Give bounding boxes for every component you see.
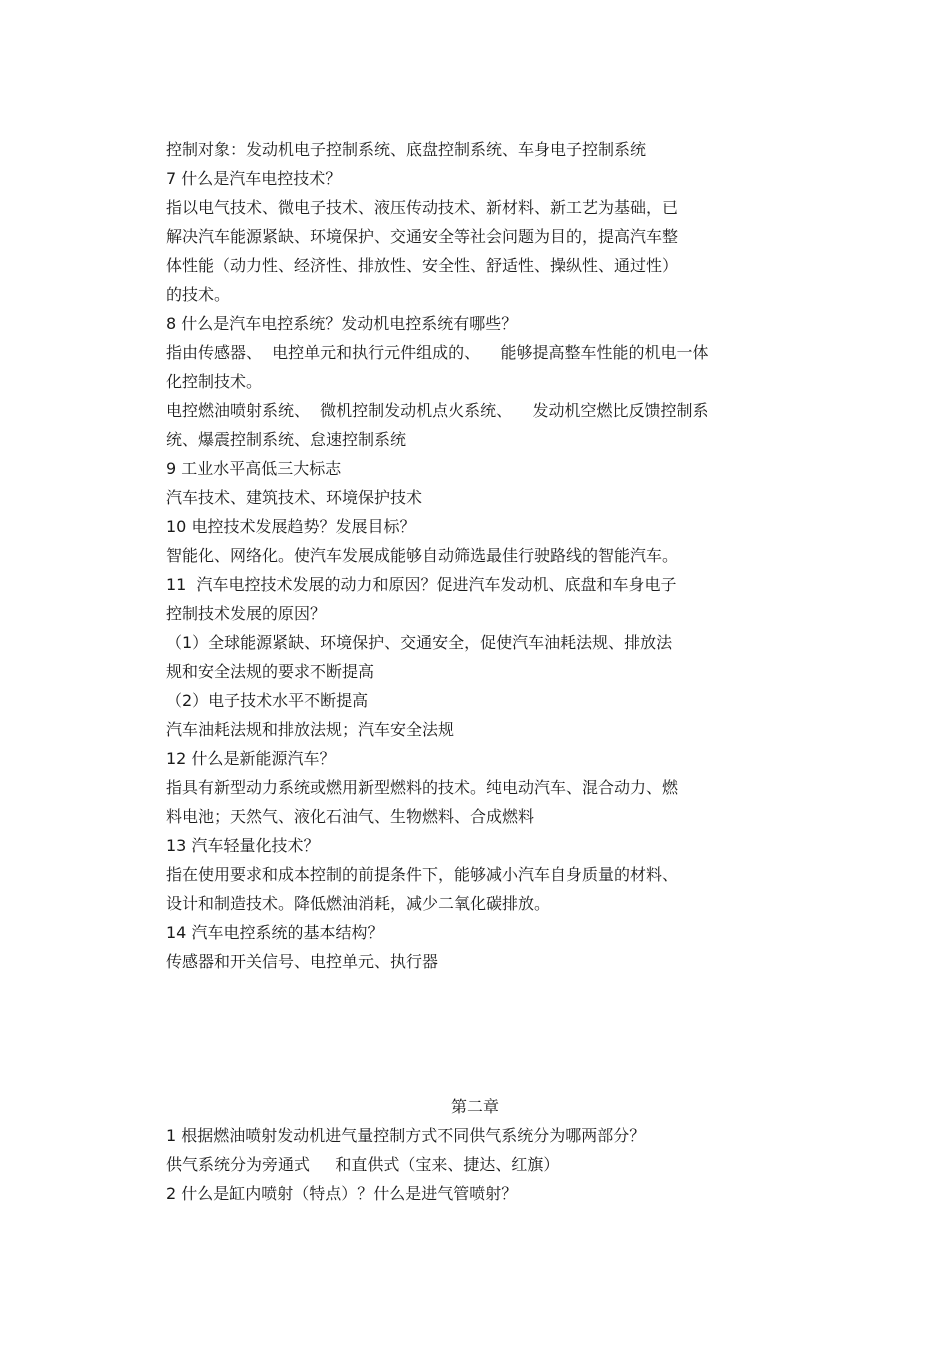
text-line: 控制对象：发动机电子控制系统、底盘控制系统、车身电子控制系统 [166, 140, 647, 159]
question-line: 8 什么是汽车电控系统？发动机电控系统有哪些？ [166, 314, 518, 333]
text-line: 智能化、网络化。使汽车发展成能够自动筛选最佳行驶路线的智能汽车。 [166, 546, 679, 565]
text-line: 控制技术发展的原因？ [166, 604, 327, 623]
text-line: 指在使用要求和成本控制的前提条件下，能够减小汽车自身质量的材料、 [166, 865, 679, 884]
question-line: 7 什么是汽车电控技术？ [166, 169, 342, 188]
text-line: （1）全球能源紧缺、环境保护、交通安全，促使汽车油耗法规、排放法 [166, 633, 673, 652]
text-line: 化控制技术。 [166, 372, 263, 391]
chapter-title: 第二章 [450, 1097, 499, 1116]
question-line: 10 电控技术发展趋势？发展目标？ [166, 517, 416, 536]
text-line: 汽车油耗法规和排放法规；汽车安全法规 [166, 720, 455, 739]
question-line: 1 根据燃油喷射发动机进气量控制方式不同供气系统分为哪两部分？ [166, 1126, 646, 1145]
question-line: 2 什么是缸内喷射（特点）？什么是进气管喷射？ [166, 1184, 518, 1203]
text-line: 汽车技术、建筑技术、环境保护技术 [166, 488, 423, 507]
question-line: 14 汽车电控系统的基本结构？ [166, 923, 384, 942]
text-line: 设计和制造技术。降低燃油消耗，减少二氧化碳排放。 [166, 894, 551, 913]
text-line: 解决汽车能源紧缺、环境保护、交通安全等社会问题为目的，提高汽车整 [166, 227, 679, 246]
question-line: 9 工业水平高低三大标志 [166, 459, 342, 478]
text-line: 的技术。 [166, 285, 231, 304]
text-line: 体性能（动力性、经济性、排放性、安全性、舒适性、操纵性、通过性） [166, 256, 679, 275]
text-line: 供气系统分为旁通式 和直供式（宝来、捷达、红旗） [166, 1155, 560, 1174]
text-line: 传感器和开关信号、电控单元、执行器 [166, 952, 439, 971]
text-line: 指以电气技术、微电子技术、液压传动技术、新材料、新工艺为基础，已 [166, 198, 679, 217]
text-line: 规和安全法规的要求不断提高 [166, 662, 375, 681]
question-line: 12 什么是新能源汽车？ [166, 749, 336, 768]
text-line: 指具有新型动力系统或燃用新型燃料的技术。纯电动汽车、混合动力、燃 [166, 778, 679, 797]
question-line: 11 汽车电控技术发展的动力和原因？促进汽车发动机、底盘和车身电子 [166, 575, 677, 594]
question-line: 13 汽车轻量化技术？ [166, 836, 320, 855]
text-line: 电控燃油喷射系统、 微机控制发动机点火系统、 发动机空燃比反馈控制系 [166, 401, 709, 420]
text-line: 指由传感器、 电控单元和执行元件组成的、 能够提高整车性能的机电一体 [166, 343, 709, 362]
text-line: 料电池；天然气、液化石油气、生物燃料、合成燃料 [166, 807, 535, 826]
text-line: 统、爆震控制系统、怠速控制系统 [166, 430, 407, 449]
text-line: （2）电子技术水平不断提高 [166, 691, 369, 710]
